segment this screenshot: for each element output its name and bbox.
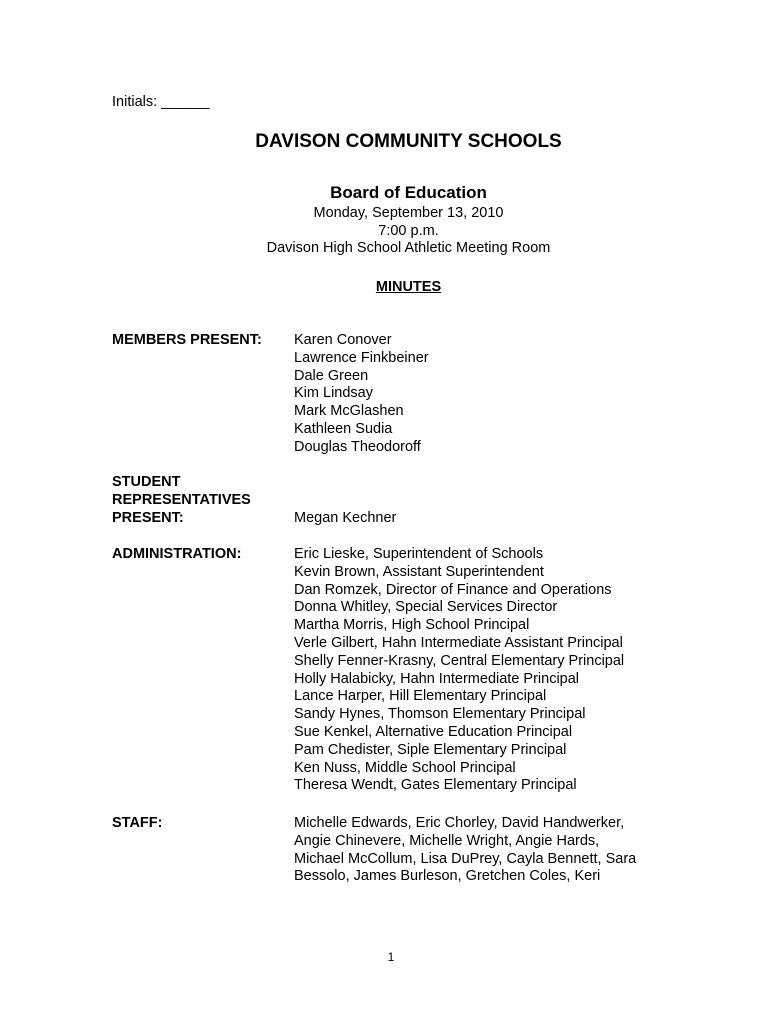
initials-label: Initials: ______ [112, 94, 210, 110]
administrator-entry: Donna Whitley, Special Services Director [294, 599, 558, 616]
member-name: Kathleen Sudia [294, 420, 393, 437]
administrator-entry: Martha Morris, High School Principal [294, 617, 530, 634]
member-name: Dale Green [294, 367, 369, 384]
staff-names: Michelle Edwards, Eric Chorley, David Handwerker, Angie Chinevere, Michelle Wright, Angie Hards, Michael McCollum, Lisa DuPrey, Cayla Bennett, Sara Bessolo, James Burleson, Gretchen Coles, Keri [294, 815, 637, 885]
administrator-entry: Verle Gilbert, Hahn Intermediate Assistant Principal [294, 634, 623, 651]
member-name: Kim Lindsay [294, 385, 373, 402]
member-name: Douglas Theodoroff [294, 438, 421, 455]
meeting-location: Davison High School Athletic Meeting Room [266, 240, 551, 256]
administrator-entry: Sandy Hynes, Thomson Elementary Principal [294, 706, 586, 723]
administrator-entry: Sue Kenkel, Alternative Education Principal [294, 723, 573, 740]
member-name: Lawrence Finkbeiner [294, 349, 429, 366]
administrator-entry: Theresa Wendt, Gates Elementary Principal [294, 777, 577, 794]
administrator-entry: Eric Lieske, Superintendent of Schools [294, 546, 544, 562]
meeting-date: Monday, September 13, 2010 [313, 205, 504, 221]
staff-label: STAFF: [112, 815, 163, 831]
meeting-time: 7:00 p.m. [378, 223, 439, 239]
administrator-entry: Lance Harper, Hill Elementary Principal [294, 688, 547, 705]
members-present-label: MEMBERS PRESENT: [112, 332, 262, 348]
administrator-entry: Kevin Brown, Assistant Superintendent [294, 563, 544, 580]
student-representative-name: Megan Kechner [294, 510, 397, 526]
administrator-entry: Pam Chedister, Siple Elementary Principal [294, 741, 567, 758]
administrator-entry: Holly Halabicky, Hahn Intermediate Principal [294, 670, 580, 687]
page-number: 1 [387, 950, 395, 964]
administrator-entry: Ken Nuss, Middle School Principal [294, 759, 516, 776]
student-representatives-list [294, 510, 664, 528]
student-representatives-label: STUDENT REPRESENTATIVES PRESENT: [112, 474, 251, 526]
minutes-heading: MINUTES [375, 279, 442, 295]
organization-title: DAVISON COMMUNITY SCHOOLS [255, 131, 562, 152]
administrator-entry: Dan Romzek, Director of Finance and Operations [294, 581, 612, 598]
administration-list [294, 546, 664, 795]
member-name: Mark McGlashen [294, 403, 404, 420]
administrator-entry: Shelly Fenner-Krasny, Central Elementary Principal [294, 652, 625, 669]
administration-label: ADMINISTRATION: [112, 546, 242, 562]
board-title: Board of Education [330, 183, 487, 202]
members-present-list [294, 332, 664, 457]
member-name: Karen Conover [294, 332, 392, 348]
